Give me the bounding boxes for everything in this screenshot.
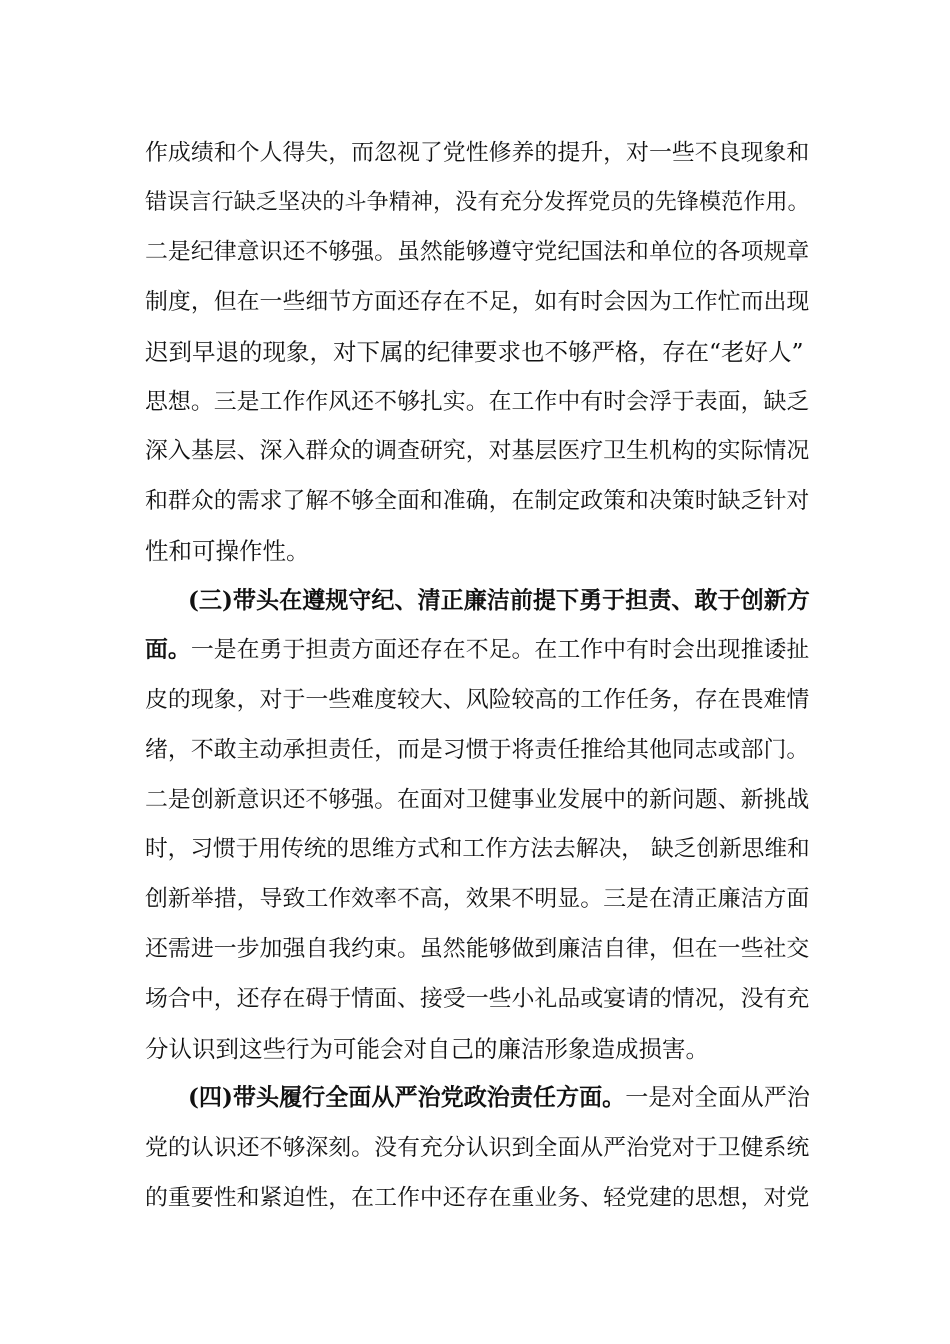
body-line: 时，习惯于用传统的思维方式和工作方法去解决， 缺乏创新思维和: [145, 836, 810, 862]
body-line: 制度，但在一些细节方面还存在不足，如有时会因为工作忙而出现: [145, 289, 810, 315]
body-line: 和群众的需求了解不够全面和准确，在制定政策和决策时缺乏针对: [145, 488, 810, 514]
body-line: 的重要性和紧迫性，在工作中还存在重业务、轻党建的思想，对党: [145, 1185, 810, 1211]
section-heading-3-end: 面。: [145, 636, 191, 663]
body-line: 分认识到这些行为可能会对自己的廉洁形象造成损害。: [145, 1035, 709, 1063]
section-heading-4-line: [188, 1081, 810, 1115]
body-text: 一是在勇于担责方面还存在不足。在工作中有时会出现推诿扯: [190, 637, 810, 663]
body-text: 一是对全面从严治: [625, 1085, 810, 1111]
body-line: 错误言行缺乏坚决的斗争精神，没有充分发挥党员的先锋模范作用。: [145, 189, 810, 215]
body-line: 迟到早退的现象，对下属的纪律要求也不够严格，存在“老好人”: [145, 338, 804, 366]
body-line: 深入基层、深入群众的调查研究，对基层医疗卫生机构的实际情况: [145, 438, 810, 464]
body-line: 还需进一步加强自我约束。虽然能够做到廉洁自律，但在一些社交: [145, 936, 810, 962]
section-heading-4: (四)带头履行全面从严治党政治责任方面。: [188, 1084, 626, 1111]
section-heading-3: (三)带头在遵规守纪、清正廉洁前提下勇于担责、敢于创新方: [188, 587, 810, 614]
body-line: 创新举措，导致工作效率不高，效果不明显。三是在清正廉洁方面: [145, 886, 810, 912]
body-line: 场合中，还存在碍于情面、接受一些小礼品或宴请的情况，没有充: [145, 986, 810, 1012]
body-line: 性和可操作性。: [145, 537, 310, 565]
body-line: 党的认识还不够深刻。没有充分认识到全面从严治党对于卫健系统: [145, 1135, 810, 1161]
body-line: 二是创新意识还不够强。在面对卫健事业发展中的新问题、新挑战: [145, 787, 810, 813]
section-heading-3-continuation: [145, 633, 809, 667]
body-line: 皮的现象，对于一些难度较大、风险较高的工作任务，存在畏难情: [145, 687, 810, 713]
body-line: 思想。三是工作作风还不够扎实。在工作中有时会浮于表面，缺乏: [145, 389, 810, 415]
body-line: 二是纪律意识还不够强。虽然能够遵守党纪国法和单位的各项规章: [145, 239, 810, 265]
body-line: 作成绩和个人得失，而忽视了党性修养的提升，对一些不良现象和: [145, 140, 810, 166]
body-line: 绪，不敢主动承担责任，而是习惯于将责任推给其他同志或部门。: [145, 737, 810, 763]
